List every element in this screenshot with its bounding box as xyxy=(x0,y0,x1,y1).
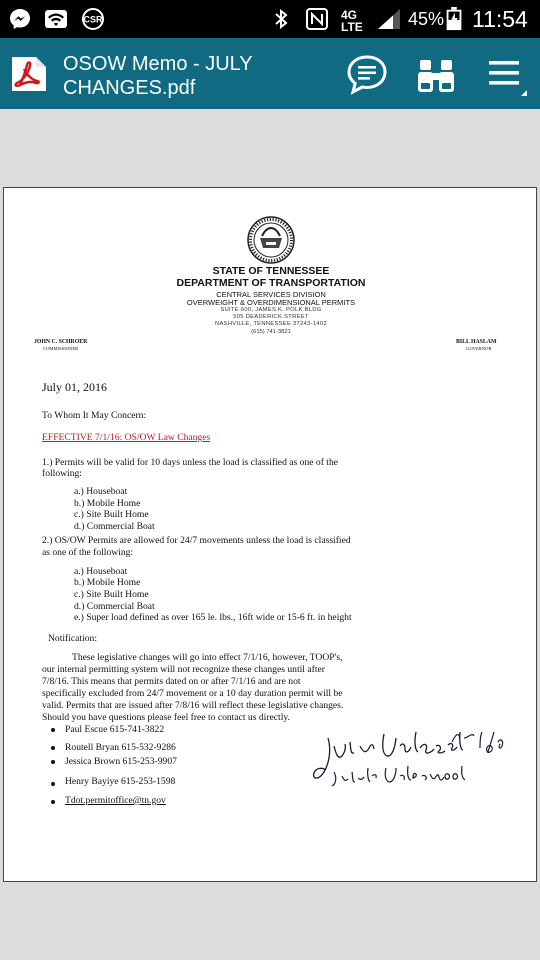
list1-item: d.) Commercial Boat xyxy=(74,521,155,532)
header-unit: OVERWEIGHT & OVERDIMENSIONAL PERMITS xyxy=(186,298,356,307)
bullet-icon xyxy=(51,746,55,750)
header-address-line3: NASHVILLE, TENNESSEE 37243-1402 xyxy=(215,321,327,327)
pdf-page[interactable] xyxy=(3,187,537,882)
effective-heading: EFFECTIVE 7/1/16: OS/OW Law Changes xyxy=(42,432,211,443)
svg-text:CSR: CSR xyxy=(83,14,103,25)
csr-icon xyxy=(80,7,106,31)
header-division: CENTRAL SERVICES DIVISION xyxy=(216,290,326,299)
menu-icon xyxy=(483,52,529,98)
item2-text-line2: as one of the following: xyxy=(42,547,134,558)
signature-image xyxy=(312,728,512,794)
search-button[interactable] xyxy=(413,52,459,98)
bullet-icon xyxy=(51,760,55,764)
notification-line: valid. Permits that are issued after 7/8/16 will reflect these legislative changes. xyxy=(42,700,344,711)
governor-name: BILL HASLAM xyxy=(456,339,497,345)
contact-item: Paul Escue 615-741-3822 xyxy=(65,724,165,735)
list2-item: d.) Commercial Boat xyxy=(74,601,155,612)
item1-text-line2: following: xyxy=(42,468,82,479)
header-department: DEPARTMENT OF TRANSPORTATION xyxy=(176,277,366,289)
notification-line: specifically excluded from 24/7 movement or a 10 day duration permit will be xyxy=(42,688,343,699)
bullet-icon xyxy=(51,800,55,804)
header-phone: (615) 741-3821 xyxy=(251,329,291,335)
list1-item: b.) Mobile Home xyxy=(74,498,141,509)
battery-charging-icon xyxy=(445,7,463,31)
header-address-line2: 505 DEADERICK STREET xyxy=(233,314,309,320)
menu-button[interactable] xyxy=(483,52,529,98)
document-title: OSOW Memo - JULY CHANGES.pdf xyxy=(63,53,253,99)
notification-label: Notification: xyxy=(48,633,98,644)
clock: 11:54 xyxy=(472,6,528,32)
commissioner-title: COMMISSIONER xyxy=(43,346,79,351)
list2-item: a.) Houseboat xyxy=(74,566,128,577)
list2-item: e.) Super load defined as over 165 le. lbs., 16ft wide or 15-6 ft. in height xyxy=(74,612,352,623)
bluetooth-icon xyxy=(270,7,292,31)
comment-button[interactable] xyxy=(344,52,390,98)
notification-line: Should you have questions please feel free to contact us directly. xyxy=(42,712,290,723)
bullet-icon xyxy=(51,728,55,732)
binoculars-icon xyxy=(413,52,459,98)
list1-item: c.) Site Built Home xyxy=(74,509,149,520)
list2-item: b.) Mobile Home xyxy=(74,577,141,588)
memo-date: July 01, 2016 xyxy=(42,380,108,394)
messenger-icon xyxy=(8,7,32,31)
item2-text-line1: 2.) OS/OW Permits are allowed for 24/7 movements unless the load is classified xyxy=(42,535,351,546)
contact-email-link[interactable]: Tdot.permitoffice@tn.gov xyxy=(65,795,166,806)
notification-line: These legislative changes will go into effect 7/1/16, however, TOOP's, xyxy=(72,652,343,663)
notification-line: 7/8/16. This means that permits dated on or after 7/1/16 and are not xyxy=(42,676,301,687)
item1-text-line1: 1.) Permits will be valid for 10 days unless the load is classified as one of the xyxy=(42,457,339,468)
wifi-icon xyxy=(44,7,68,31)
network-type-label: 4G LTE xyxy=(341,8,363,34)
pdf-file-icon xyxy=(10,55,48,93)
list1-item: a.) Houseboat xyxy=(74,486,128,497)
salutation: To Whom It May Concern: xyxy=(42,410,147,421)
contact-item: Henry Bayiye 615-253-1598 xyxy=(65,776,176,787)
battery-percent: 45% xyxy=(408,9,445,29)
list2-item: c.) Site Built Home xyxy=(74,589,149,600)
comment-icon xyxy=(344,52,390,98)
status-bar xyxy=(0,0,540,38)
header-state: STATE OF TENNESSEE xyxy=(212,265,330,277)
contact-item: Routell Bryan 615-532-9286 xyxy=(65,742,176,753)
header-address-line1: SUITE 600, JAMES K. POLK BLDG xyxy=(220,307,322,313)
contact-item: Jessica Brown 615-253-9907 xyxy=(65,756,177,767)
app-bar xyxy=(0,38,540,109)
governor-title: GOVERNOR xyxy=(466,346,492,351)
signal-icon xyxy=(376,7,402,31)
state-seal-icon xyxy=(246,216,296,264)
notification-line: our internal permitting system will not recognize these changes until after xyxy=(42,664,325,675)
bullet-icon xyxy=(51,782,55,786)
nfc-icon xyxy=(305,7,329,31)
commissioner-name: JOHN C. SCHROER xyxy=(34,339,88,345)
